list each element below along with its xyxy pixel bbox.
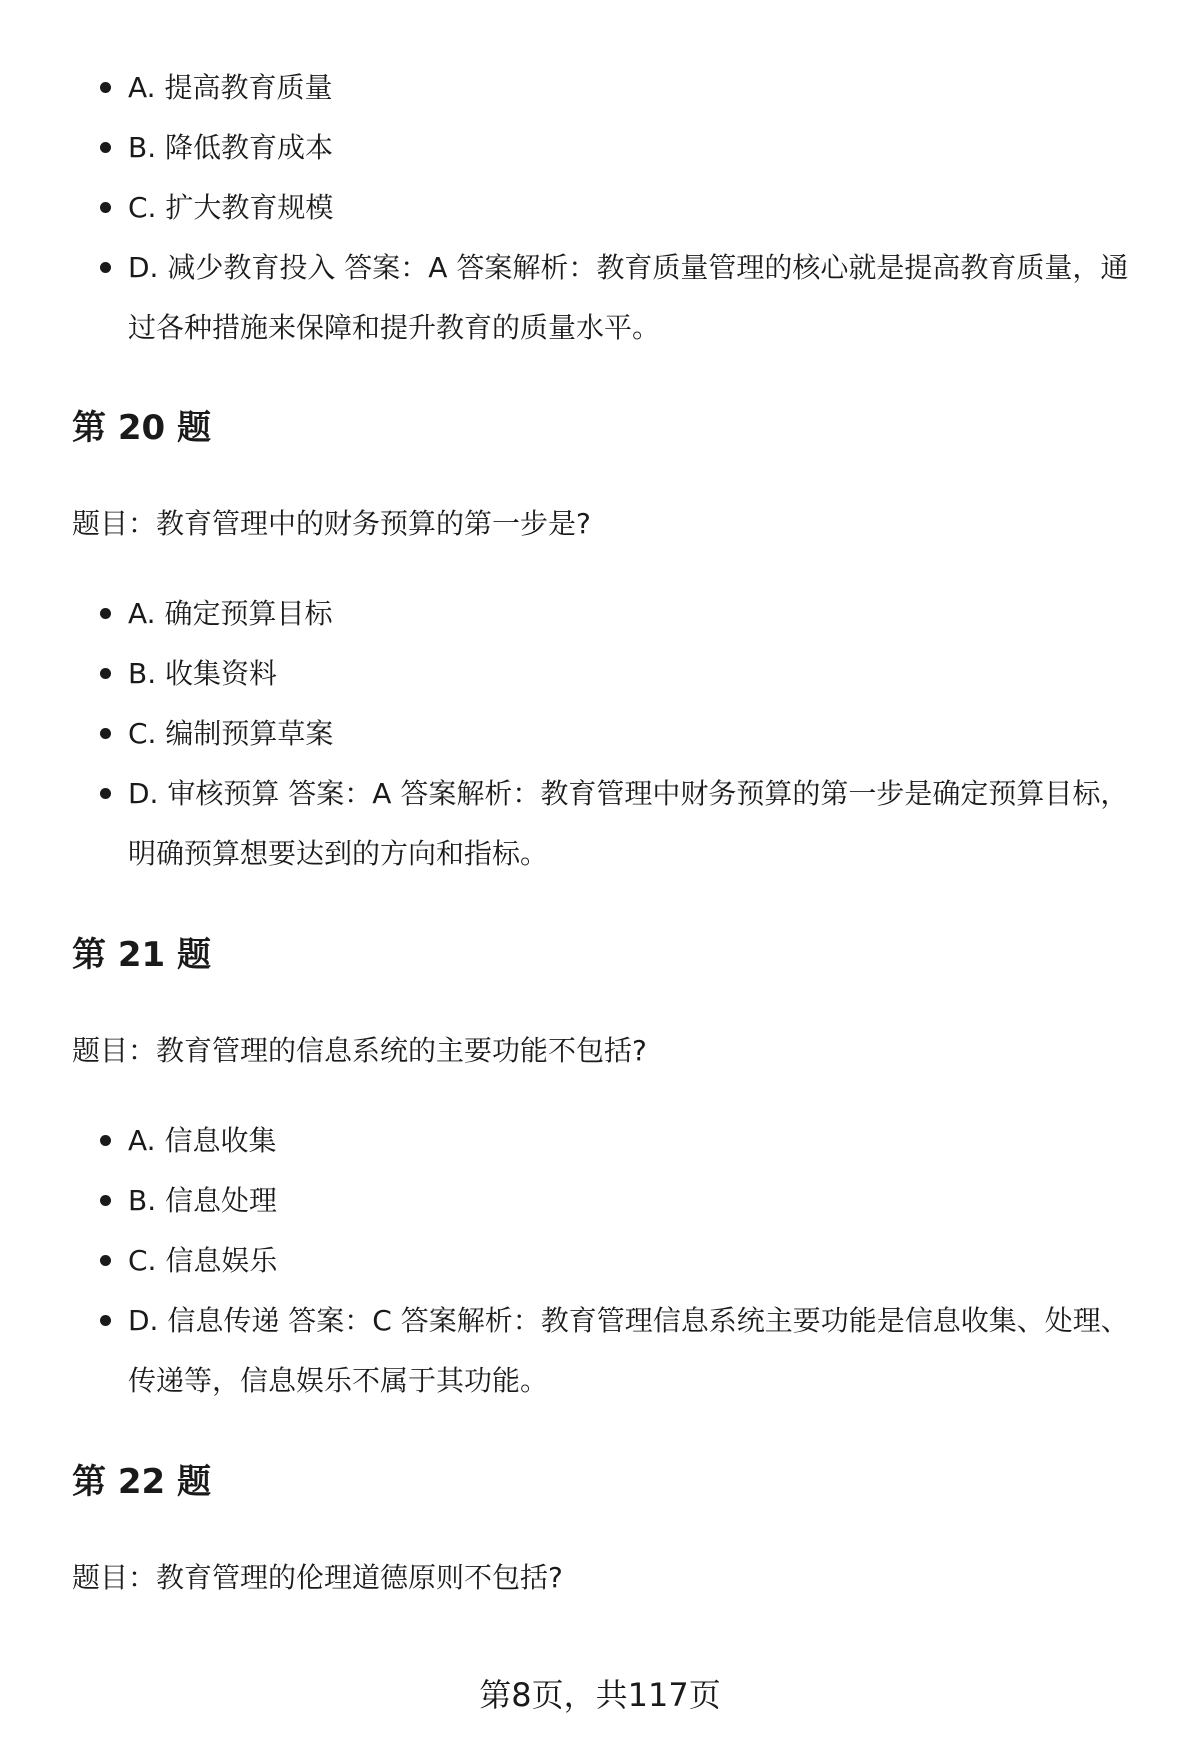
bullet-icon (100, 202, 111, 213)
option-c: C. 扩大教育规模 (100, 178, 1140, 238)
question-heading: 第 22 题 (72, 1462, 211, 1502)
bullet-icon (100, 1315, 111, 1326)
bullet-icon (100, 82, 111, 93)
option-a: A. 提高教育质量 (100, 58, 1140, 118)
question-stem: 题目：教育管理的伦理道德原则不包括? (72, 1561, 563, 1594)
bullet-icon (100, 1195, 111, 1206)
bullet-icon (100, 262, 111, 273)
q19-options (100, 58, 1140, 358)
q20-options (100, 584, 1140, 884)
question-stem: 题目：教育管理的信息系统的主要功能不包括? (72, 1034, 647, 1067)
bullet-icon (100, 608, 111, 619)
question-heading: 第 21 题 (72, 935, 211, 975)
bullet-icon (100, 1255, 111, 1266)
bullet-icon (100, 788, 111, 799)
option-a: A. 信息收集 (100, 1111, 1140, 1171)
option-b: B. 降低教育成本 (100, 118, 1140, 178)
q21-options (100, 1111, 1140, 1411)
option-b: B. 收集资料 (100, 644, 1140, 704)
option-b: B. 信息处理 (100, 1171, 1140, 1231)
option-d-with-answer: D. 审核预算 答案：A 答案解析：教育管理中财务预算的第一步是确定预算目标，明确预算想要达到的方向和指标。 (100, 764, 1140, 884)
question-heading: 第 20 题 (72, 408, 211, 448)
option-a: A. 确定预算目标 (100, 584, 1140, 644)
bullet-icon (100, 142, 111, 153)
bullet-icon (100, 728, 111, 739)
question-stem: 题目：教育管理中的财务预算的第一步是? (72, 507, 591, 540)
page-number-footer: 第8页，共117页 (479, 1676, 721, 1714)
option-d-with-answer: D. 减少教育投入 答案：A 答案解析：教育质量管理的核心就是提高教育质量，通过各种措施来保障和提升教育的质量水平。 (100, 238, 1140, 358)
bullet-icon (100, 668, 111, 679)
option-c: C. 编制预算草案 (100, 704, 1140, 764)
option-d-with-answer: D. 信息传递 答案：C 答案解析：教育管理信息系统主要功能是信息收集、处理、传递等，信息娱乐不属于其功能。 (100, 1291, 1140, 1411)
option-c: C. 信息娱乐 (100, 1231, 1140, 1291)
bullet-icon (100, 1135, 111, 1146)
